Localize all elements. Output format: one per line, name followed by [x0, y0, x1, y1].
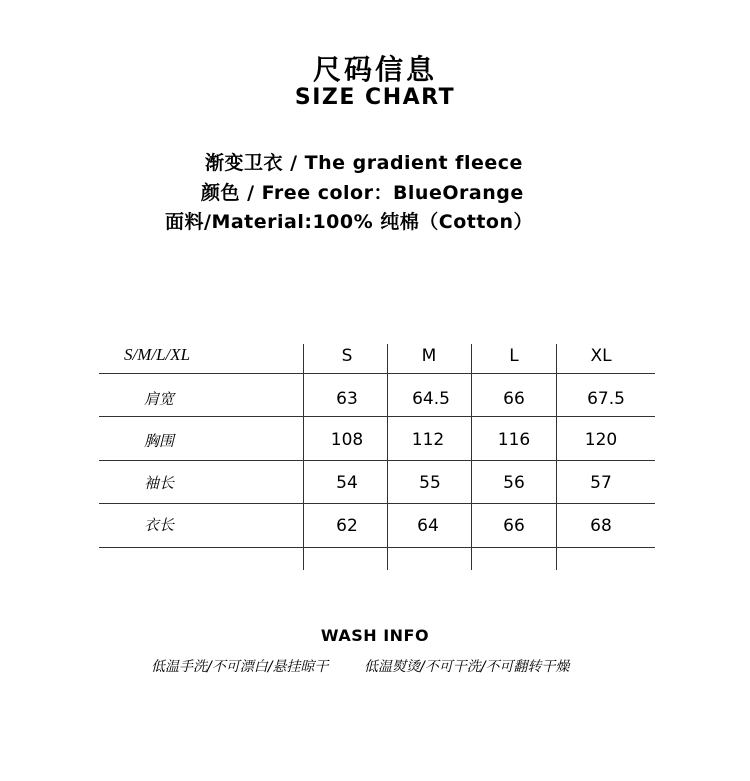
table-cell: 108 [330, 430, 364, 450]
table-cell: 64 [417, 516, 439, 536]
size-header-cell: L [509, 346, 519, 366]
table-cell: 63 [336, 389, 358, 409]
product-name: 渐变卫衣 / The gradient fleece [205, 152, 523, 174]
size-header-cell: XL [590, 346, 612, 366]
table-divider [387, 344, 388, 570]
table-divider [303, 344, 304, 570]
table-cell: 64.5 [412, 389, 450, 409]
table-divider [556, 344, 557, 570]
table-rule [99, 416, 655, 417]
table-cell: 54 [336, 473, 358, 493]
page-title-en: SIZE CHART [294, 85, 456, 110]
wash-info-title: WASH INFO [320, 626, 430, 645]
table-rule [99, 373, 655, 374]
wash-instructions-left: 低温手洗/不可漂白/悬挂晾干 [151, 659, 329, 675]
table-cell: 112 [411, 430, 445, 450]
table-cell: 116 [497, 430, 531, 450]
table-rule [99, 547, 655, 548]
row-label: 衣长 [144, 516, 175, 534]
table-cell: 57 [590, 473, 612, 493]
table-rule [99, 503, 655, 504]
table-divider [471, 344, 472, 570]
table-rule [99, 460, 655, 461]
product-color: 颜色 / Free color：BlueOrange [201, 182, 524, 204]
table-cell: 56 [503, 473, 525, 493]
size-header-cell: S [341, 346, 353, 366]
size-header-cell: M [421, 346, 437, 366]
row-label: 肩宽 [144, 390, 175, 408]
row-label: 袖长 [144, 474, 175, 492]
table-cell: 55 [419, 473, 441, 493]
table-cell: 62 [336, 516, 358, 536]
table-cell: 120 [584, 430, 618, 450]
wash-instructions-right: 低温熨烫/不可干洗/不可翻转干燥 [364, 659, 570, 675]
table-cell: 66 [503, 516, 525, 536]
table-cell: 66 [503, 389, 525, 409]
table-cell: 67.5 [587, 389, 625, 409]
product-material: 面料/Material:100% 纯棉（Cotton） [165, 211, 534, 233]
page-title-cn: 尺码信息 [312, 53, 437, 86]
table-cell: 68 [590, 516, 612, 536]
size-table-corner-label: S/M/L/XL [124, 345, 191, 364]
row-label: 胸围 [144, 432, 175, 450]
